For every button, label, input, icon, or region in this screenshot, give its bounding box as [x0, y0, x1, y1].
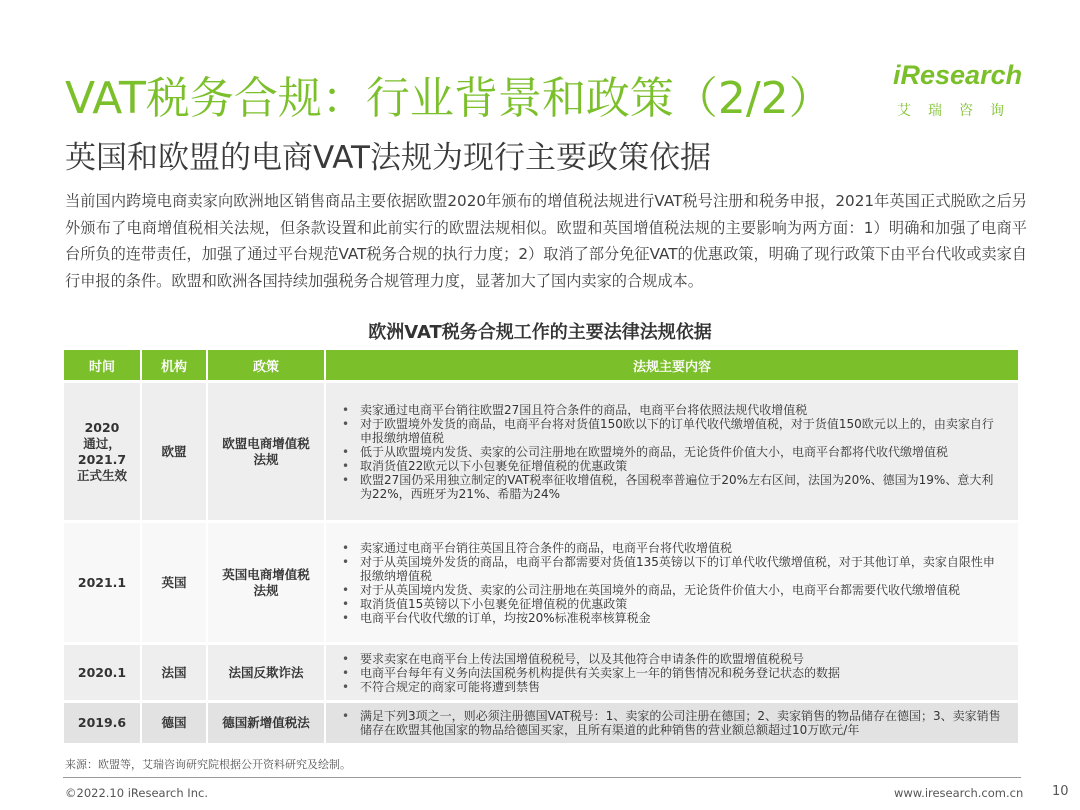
policy-text: 英国电商增值税 法规	[222, 566, 310, 598]
source-note: 来源：欧盟等，艾瑞咨询研究院根据公开资料研究及绘制。	[65, 758, 351, 771]
table-row	[64, 380, 1020, 520]
cell-org: 法国	[142, 642, 208, 700]
cell-content	[326, 642, 1020, 700]
list-item: • 卖家通过电商平台销往英国且符合条件的商品，电商平台将代收增值税	[338, 541, 1004, 555]
table-row	[64, 700, 1020, 743]
cell-time	[64, 380, 142, 520]
copyright: ©2022.10 iResearch Inc.	[65, 786, 208, 800]
list-item: • 满足下列3项之一，则必须注册德国VAT税号：1、卖家的公司注册在德国；2、卖家销售的物品储存在德国；3、卖家销售储存在欧盟其他国家的物品给德国买家，且所有渠道的此种销售的营业额总额超过10万欧元/年	[338, 709, 1004, 737]
list-item: • 要求卖家在电商平台上传法国增值税税号，以及其他符合申请条件的欧盟增值税税号	[338, 652, 1004, 666]
list-item: • 对于从英国境外发货的商品，电商平台都需要对货值135英镑以下的订单代收代缴增值税，对于其他订单，卖家自限性申报缴纳增值税	[338, 555, 1004, 583]
page-title: VAT税务合规：行业背景和政策（2/2）	[65, 73, 833, 124]
cell-policy: 法国反欺诈法	[208, 642, 326, 700]
header-org: 机构	[142, 350, 208, 380]
list-item: • 对于从英国境内发货、卖家的公司注册地在英国境外的商品，无论货件价值大小，电商平台都需要代收代缴增值税	[338, 583, 1004, 597]
list-item: • 欧盟27国仍采用独立制定的VAT税率征收增值税，各国税率普遍位于20%左右区间，法国为20%、德国为19%、意大利为22%，西班牙为21%、希腊为24%	[338, 473, 1004, 501]
header-time: 时间	[64, 350, 142, 380]
logo-wordmark: iResearch	[893, 60, 1023, 90]
list-item: • 取消货值15英镑以下小包裹免征增值税的优惠政策	[338, 597, 1004, 611]
list-item: • 卖家通过电商平台销往欧盟27国且符合条件的商品，电商平台将依照法规代收增值税	[338, 403, 1004, 417]
table-title: 欧洲VAT税务合规工作的主要法律法规依据	[368, 322, 712, 343]
cell-time: 2020.1	[64, 642, 142, 700]
header-content: 法规主要内容	[326, 350, 1020, 380]
list-item: • 电商平台每年有义务向法国税务机构提供有关卖家上一年的销售情况和税务登记状态的数据	[338, 666, 1004, 680]
list-item: • 低于从欧盟境内发货、卖家的公司注册地在欧盟境外的商品，无论货件价值大小，电商平台都将代收代缴增值税	[338, 445, 1004, 459]
cell-policy	[208, 380, 326, 520]
cell-org: 德国	[142, 700, 208, 743]
intro-paragraph: 当前国内跨境电商卖家向欧洲地区销售商品主要依据欧盟2020年颁布的增值税法规进行VAT税号注册和税务申报，2021年英国正式脱欧之后另外颁布了电商增值税相关法规，但条款设置和此前实行的欧盟法规相似。欧盟和英国增值税法规的主要影响为两方面：1）明确和加强了电商平台所负的连带责任，加强了通过平台规范VAT税务合规的执行力度；2）取消了部分免征VAT的优惠政策，明确了现行政策下由平台代收或卖家自行申报的条件。欧盟和欧洲各国持续加强税务合规管理力度，显著加大了国内卖家的合规成本。	[65, 192, 1027, 290]
table-header-row	[64, 350, 1020, 380]
cell-time: 2021.1	[64, 520, 142, 642]
list-item: • 不符合规定的商家可能将遭到禁售	[338, 680, 1004, 694]
cell-policy: 德国新增值税法	[208, 700, 326, 743]
law-table	[64, 350, 1020, 743]
table-row	[64, 642, 1020, 700]
cell-org: 英国	[142, 520, 208, 642]
footer-divider	[63, 777, 1021, 778]
table-row	[64, 520, 1020, 642]
header-policy: 政策	[208, 350, 326, 380]
cell-content	[326, 520, 1020, 642]
cell-policy	[208, 520, 326, 642]
logo-subtitle: 艾瑞咨询	[897, 103, 1021, 119]
page-number: 10	[1052, 784, 1069, 799]
page-subtitle: 英国和欧盟的电商VAT法规为现行主要政策依据	[65, 140, 711, 176]
list-item: • 取消货值22欧元以下小包裹免征增值税的优惠政策	[338, 459, 1004, 473]
list-item: • 电商平台代收代缴的订单，均按20%标准税率核算税金	[338, 611, 1004, 625]
cell-content	[326, 700, 1020, 743]
policy-text: 欧盟电商增值税 法规	[222, 435, 310, 467]
iresearch-logo	[893, 60, 1033, 122]
website-link[interactable]: www.iresearch.com.cn	[894, 786, 1024, 800]
time-text: 2020 通过， 2021.7 正式生效	[76, 419, 127, 483]
cell-org: 欧盟	[142, 380, 208, 520]
cell-content	[326, 380, 1020, 520]
list-item: • 对于欧盟境外发货的商品，电商平台将对货值150欧以下的订单代收代缴增值税，对于货值150欧元以上的，由卖家自行申报缴纳增值税	[338, 417, 1004, 445]
cell-time: 2019.6	[64, 700, 142, 743]
